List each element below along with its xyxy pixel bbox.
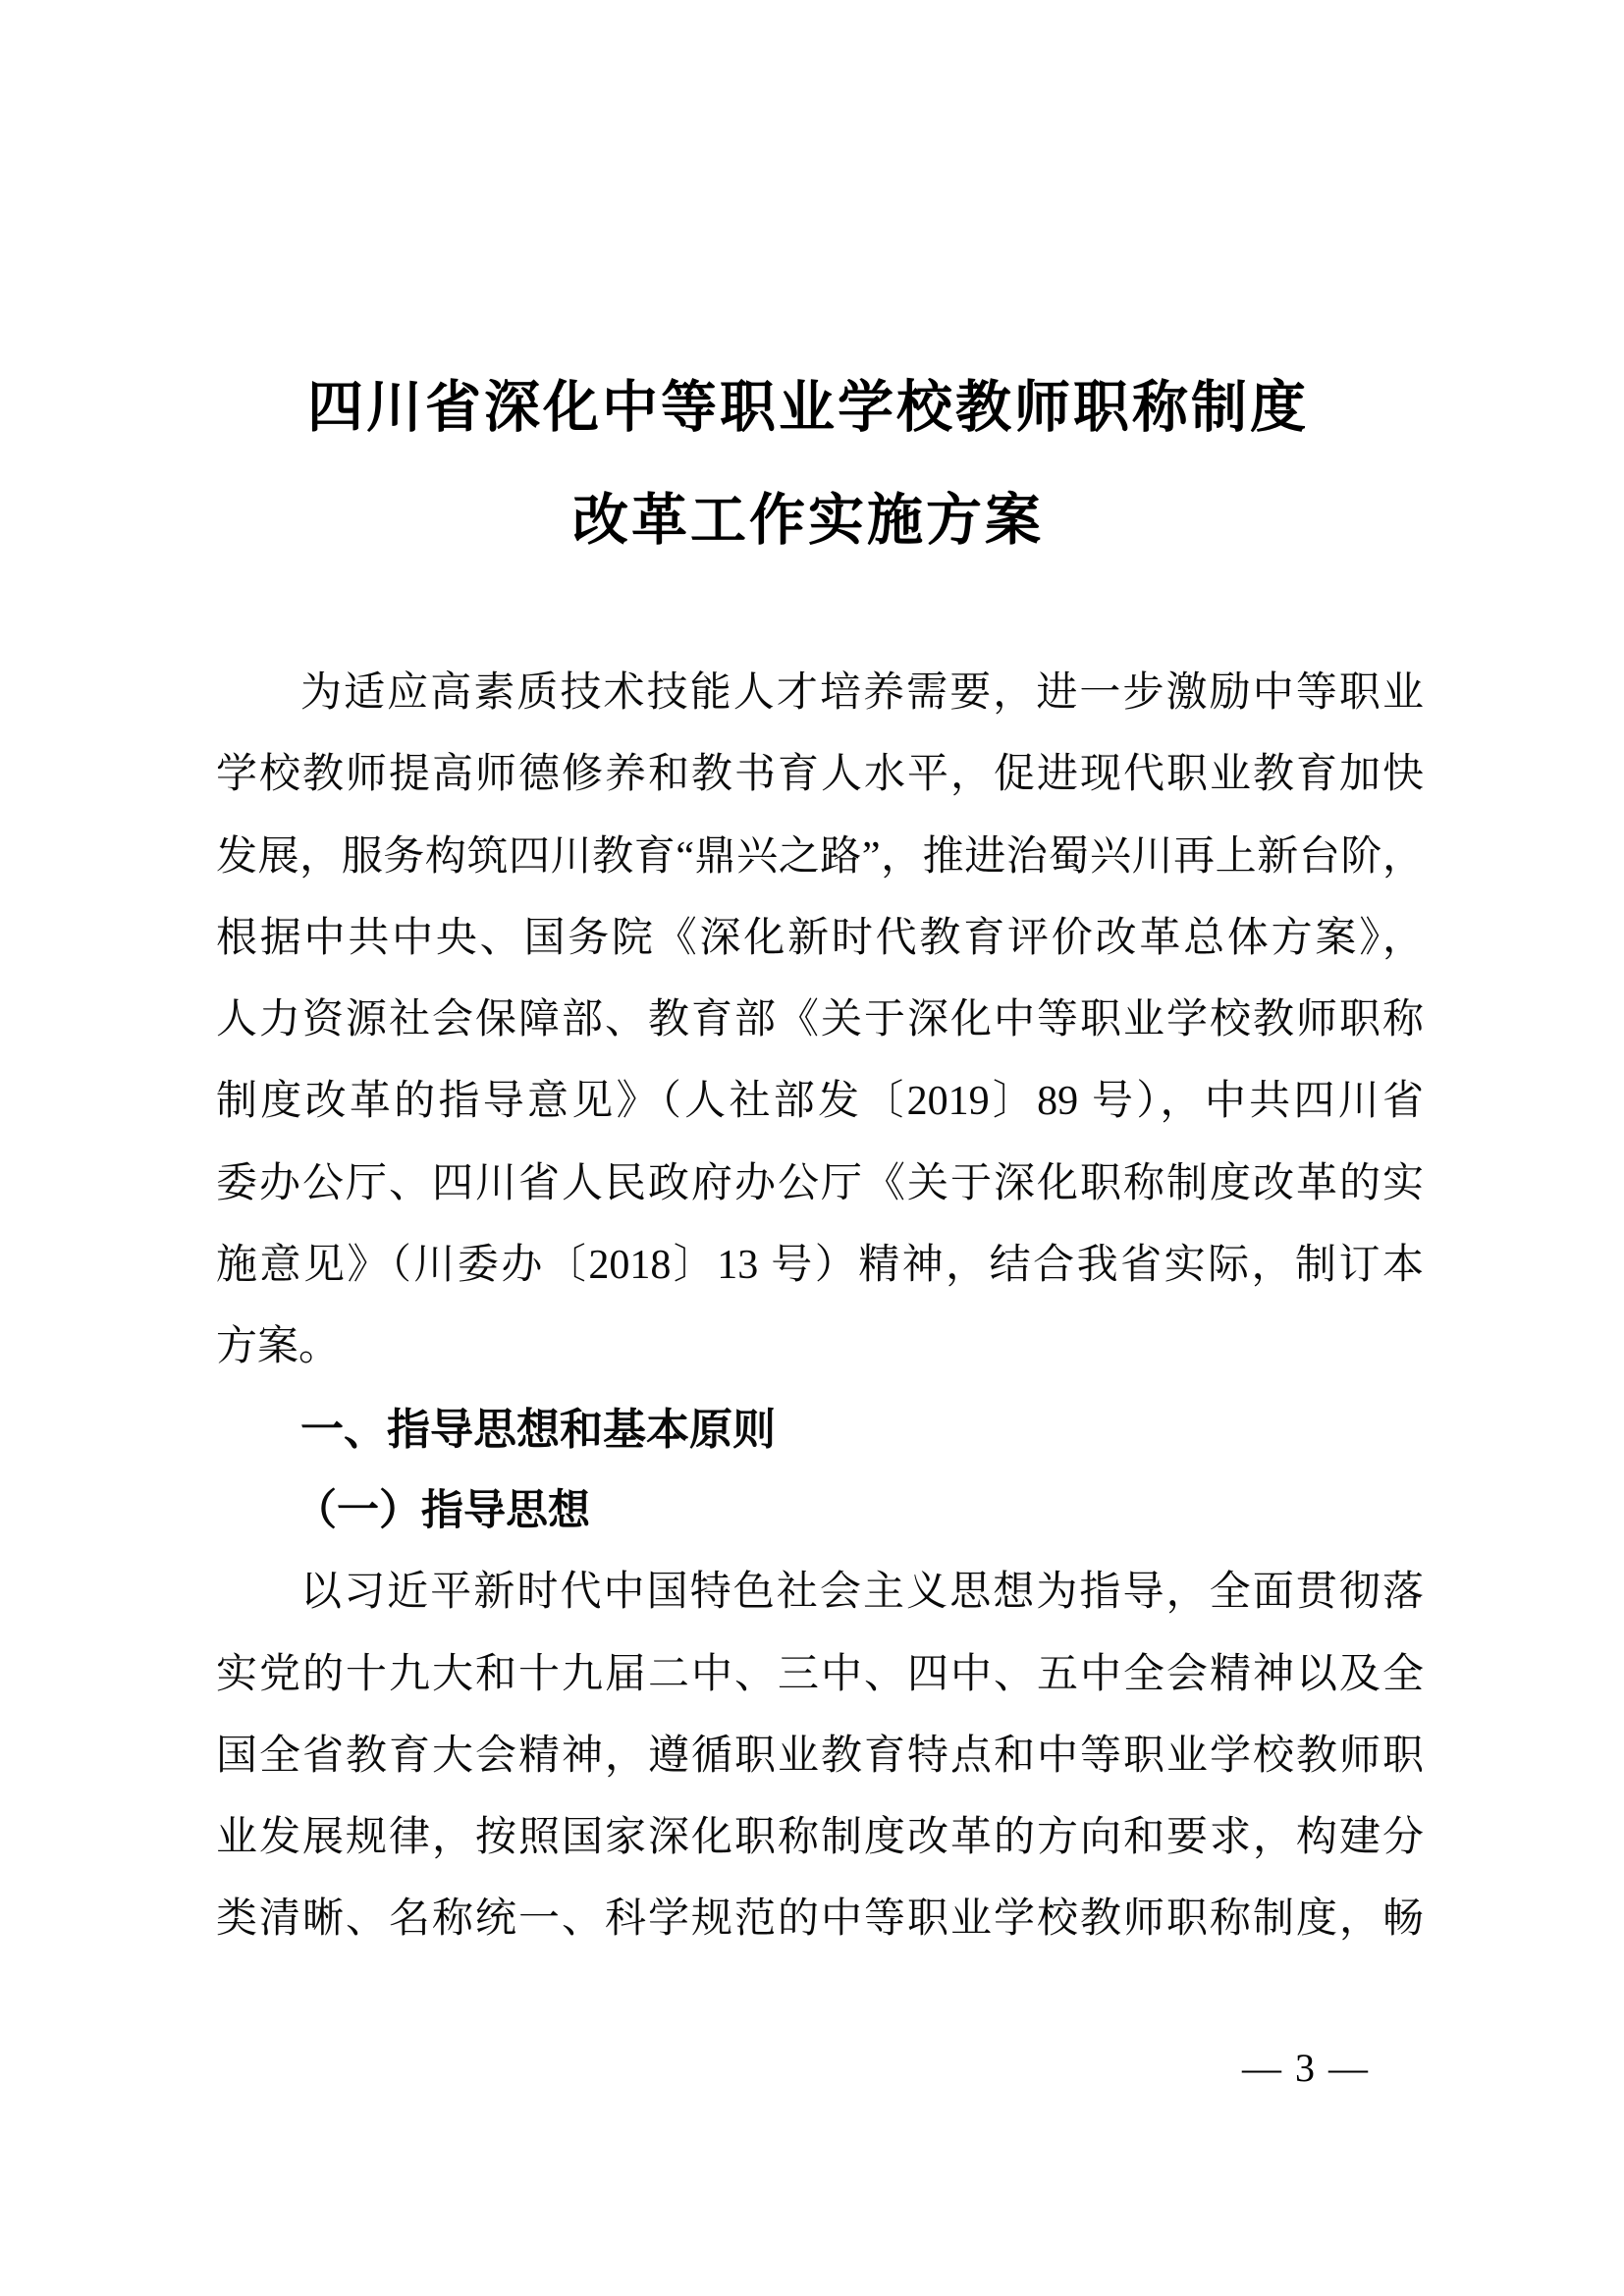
paragraph2-line-2: 实党的十九大和十九届二中、三中、四中、五中全会精神以及全 [216,1651,1424,1697]
section-heading: 一、指导思想和基本原则 [300,1405,776,1454]
document-title [204,351,1412,577]
paragraph1-line-4: 根据中共中央、国务院《深化新时代教育评价改革总体方案》， [216,915,1424,961]
document-title-line-2: 改革工作实施方案 [572,490,1044,552]
paragraph2-line-4: 业发展规律，按照国家深化职称制度改革的方向和要求，构建分 [216,1815,1424,1861]
paragraph1-line-6: 制度改革的指导意见》（人社部发〔2019〕89 号），中共四川省 [216,1079,1424,1125]
paragraph1-line-7: 委办公厅、四川省人民政府办公厅《关于深化职称制度改革的实 [216,1160,1424,1206]
paragraph2-line-1: 以习近平新时代中国特色社会主义思想为指导，全面贯彻落 [300,1570,1424,1616]
document-body [216,653,1424,1961]
subsection-heading: （一）指导思想 [295,1487,590,1534]
page-number: — 3 — [1242,2046,1370,2090]
paragraph2-line-3: 国全省教育大会精神，遵循职业教育特点和中等职业学校教师职 [216,1733,1424,1779]
paragraph1-line-8: 施意见》（川委办〔2018〕13 号）精神，结合我省实际，制订本 [216,1243,1424,1289]
paragraph1-line-3: 发展，服务构筑四川教育“鼎兴之路”，推进治蜀兴川再上新台阶， [216,833,1424,880]
document-title-line-1: 四川省深化中等职业学校教师职称制度 [307,377,1309,439]
paragraph1-line-5: 人力资源社会保障部、教育部《关于深化中等职业学校教师职称 [216,997,1424,1043]
paragraph1-line-9: 方案。 [216,1324,341,1370]
paragraph1-line-2: 学校教师提高师德修养和教书育人水平，促进现代职业教育加快 [216,752,1424,798]
paragraph1-line-1: 为适应高素质技术技能人才培养需要，进一步激励中等职业 [300,670,1424,716]
paragraph2-line-5: 类清晰、名称统一、科学规范的中等职业学校教师职称制度，畅 [216,1896,1424,1943]
